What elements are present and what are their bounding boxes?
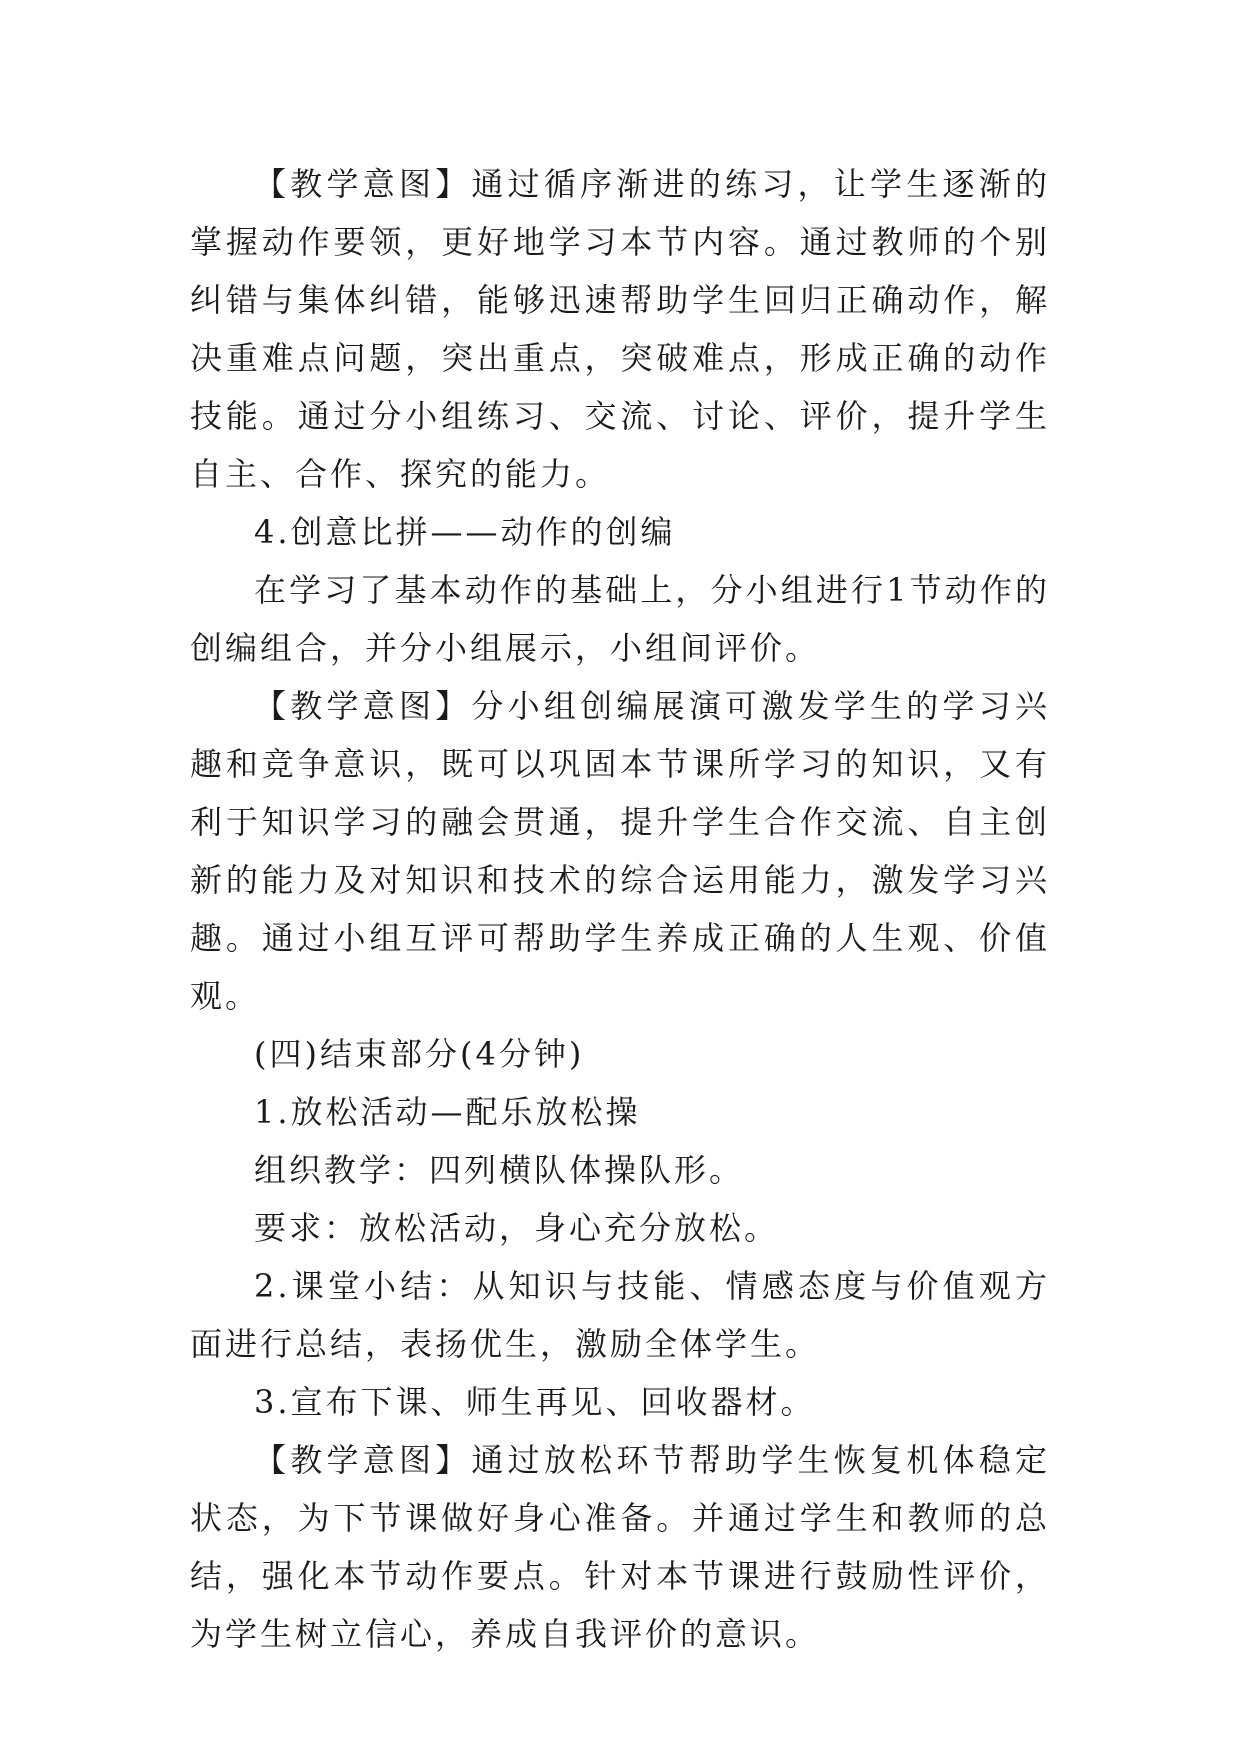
paragraph-teaching-intent-3: 【教学意图】通过放松环节帮助学生恢复机体稳定状态，为下节课做好身心准备。并通过学生和教师的总结，强化本节动作要点。针对本节课进行鼓励性评价，为学生树立信心，养成自我评价的意识。 bbox=[190, 1441, 1050, 1653]
paragraph-group-creation: 在学习了基本动作的基础上，分小组进行1节动作的创编组合，并分小组展示，小组间评价。 bbox=[190, 571, 1050, 667]
paragraph-teaching-intent-2: 【教学意图】分小组创编展演可激发学生的学习兴趣和竞争意识，既可以巩固本节课所学习的知识，又有利于知识学习的融会贯通，提升学生合作交流、自主创新的能力及对知识和技术的综合运用能力，激发学习兴趣。通过小组互评可帮助学生养成正确的人生观、价值观。 bbox=[190, 687, 1050, 1015]
paragraph-relaxation-activity: 1.放松活动—配乐放松操 bbox=[254, 1093, 641, 1131]
paragraph-requirement: 要求：放松活动，身心充分放松。 bbox=[254, 1209, 780, 1247]
paragraph-ending-section-heading: (四)结束部分(4分钟) bbox=[254, 1035, 585, 1073]
paragraph-teaching-intent-1: 【教学意图】通过循序渐进的练习，让学生逐渐的掌握动作要领，更好地学习本节内容。通过教师的个别纠错与集体纠错，能够迅速帮助学生回归正确动作，解决重难点问题，突出重点，突破难点，形成正确的动作技能。通过分小组练习、交流、讨论、评价，提升学生自主、合作、探究的能力。 bbox=[190, 165, 1050, 493]
paragraph-class-summary: 2.课堂小结：从知识与技能、情感态度与价值观方面进行总结，表扬优生，激励全体学生。 bbox=[190, 1267, 1050, 1363]
paragraph-organization: 组织教学：四列横队体操队形。 bbox=[254, 1151, 745, 1189]
paragraph-dismissal: 3.宣布下课、师生再见、回收器材。 bbox=[254, 1383, 816, 1421]
document-page bbox=[190, 155, 1050, 1663]
paragraph-creative-contest-heading: 4.创意比拼——动作的创编 bbox=[254, 513, 676, 551]
